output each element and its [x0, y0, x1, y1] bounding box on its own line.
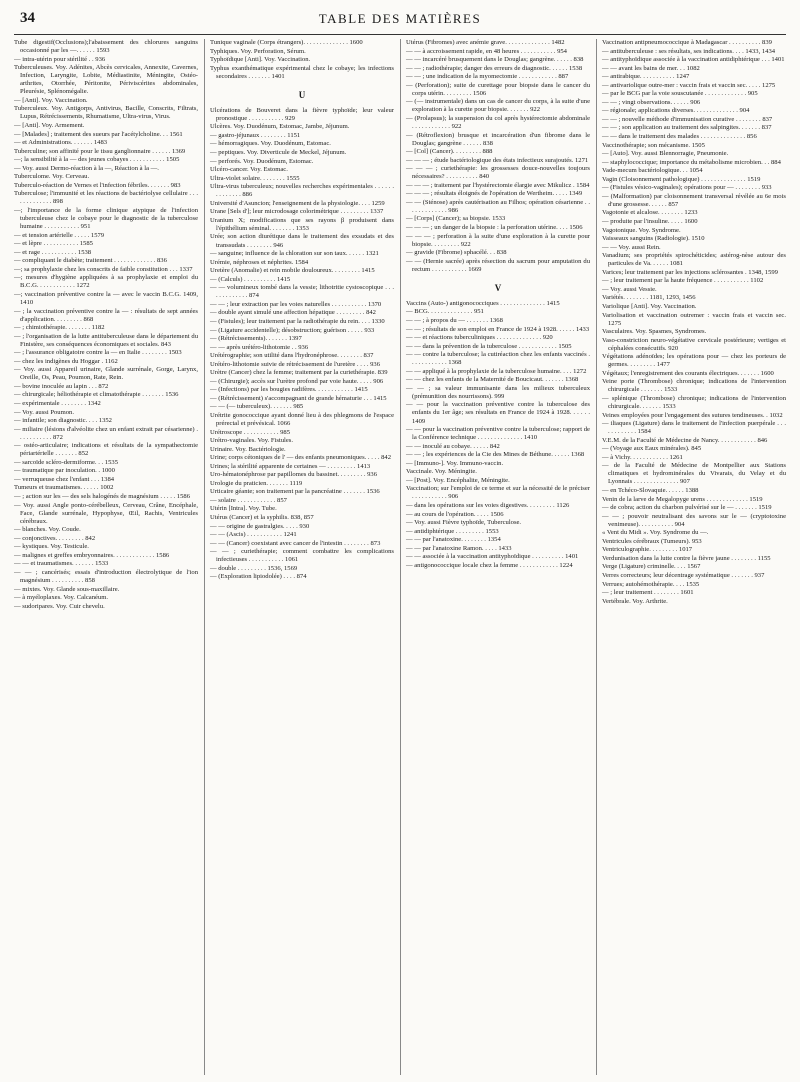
- index-entry: — — volumineux tombé dans la vessie; lithotritie cystoscopique . . . . . . . . . . . . . 874: [210, 284, 394, 300]
- index-entry: — ; leur traitement par la haute fréquence . . . . . . . . . . . 1102: [602, 277, 764, 285]
- index-entry: — (Ligature accidentelle); désobstruction; guérison . . . . . 933: [210, 326, 375, 334]
- index-entry: — — après urétéro-lithotomie . . 936: [210, 343, 309, 351]
- index-entry: Végétations adénoïdes; les opérations pour — chez les porteurs de germes. . . . . . . . . 1477: [602, 353, 786, 369]
- index-entry: Urétéro-lithotomie suivie de rétrécissement de l'uretère . . . . 936: [210, 360, 381, 368]
- index-entry: — en Tchéco-Slovaquie. . . . . . 1388: [602, 486, 699, 494]
- index-entry: — — chez les enfants de la Maternité de Boucicaut. . . . . . . 1368: [406, 376, 579, 384]
- index-entry: Université d'Asuncion; l'enseignement de la physiologie. . . . 1259: [210, 199, 385, 207]
- index-entry: Vanadium; ses propriétés spirochéticides; astérog-nèse autour des particules de Va. . . . . . 1081: [602, 252, 786, 268]
- index-entry: — antigonococcique locale chez la femme . . . . . . . . . . . . 1224: [406, 561, 573, 569]
- index-entry: — à myéloplaxes. Voy. Calcanéum.: [14, 594, 109, 602]
- index-column-3: [400, 39, 590, 1075]
- index-entry: — [Anti]. Voy. Vaccination.: [14, 96, 88, 104]
- index-entry: Varices; leur traitement par les injections sclérosantes . 1348, 1599: [602, 268, 778, 276]
- index-entry: — — origine de gastralgies. . . . . 930: [210, 522, 310, 530]
- index-entry: Variétés. . . . . . . . 1181, 1293, 1456: [602, 294, 696, 302]
- index-entry: Urétroscope . . . . . . . . . . . 985: [210, 428, 291, 436]
- index-entry: — — et réactions tuberculiniques . . . . . . . . . . . . . . 920: [406, 334, 553, 342]
- index-entry: Uro-hématonéphrose par papillomes du bassinet. . . . . . . . . 936: [210, 471, 378, 479]
- index-entry: — sarcoïde scléro-dermiforme. . . 1535: [14, 458, 118, 466]
- index-entry: — double ayant simulé une affection hépatique . . . . . . . . . 842: [210, 309, 376, 317]
- index-entry: Ventricules cérébraux (Tumeurs). 953: [602, 537, 702, 545]
- index-entry: — (Rétrécissements). . . . . . . 1397: [210, 335, 302, 343]
- index-entry: Urinaire. Voy. Bactériologie.: [210, 445, 286, 453]
- index-entry: — régionale; applications diverses. . . . . . . . . . . . . . 904: [602, 107, 750, 115]
- index-entry: — — — ; étude bactériologique des états infectieux surajoutés. 1271: [406, 156, 589, 164]
- index-entry: Verge (Ligature) criminelle. . . . 1567: [602, 563, 701, 571]
- index-entry: — [Immuno-]. Voy. Immuno-vaccin.: [406, 459, 504, 467]
- index-entry: Typhus exanthématique expérimental chez le cobaye; les infections secondaires . . . . . . . 1401: [210, 64, 394, 80]
- index-entry: —; sa prophylaxie chez les conscrits de faible constitution . . . 1337: [14, 265, 193, 273]
- index-entry: — — pour la vaccination préventive contre la tuberculose des enfants du 1er âge; ses résultats en France de 1924 à 1928. . . . . . 1409: [406, 401, 590, 425]
- index-entry: — [Anti]. Voy. Armement.: [14, 121, 85, 129]
- index-entry: — sanguine; influence de la chloration sur son taux. . . . . . 1321: [210, 250, 379, 258]
- page-header: [14, 0, 786, 35]
- index-entry: — — pour la vaccination préventive contre la tuberculose; rapport de la Conférence technique . . . . . . . . . . . . . . 1410: [406, 426, 590, 442]
- index-entry: Vagotonie et alcalose. . . . . . . . 1233: [602, 209, 698, 217]
- index-entry: — ostéo-articulaire; indications et résultats de la sympathectomie périartérielle . . . . . . . 852: [14, 442, 198, 458]
- index-entry: — conjonctives. . . . . . . . . 842: [14, 534, 96, 542]
- index-entry: Vaccinale. Voy. Méningite.: [406, 468, 477, 476]
- index-entry: — à Vichy. . . . . . . . . . . . 1261: [602, 453, 683, 461]
- index-entry: — de cobra; action du charbon pulvérisé sur le — . . . . . . . 1519: [602, 504, 772, 512]
- index-entry: — — ; vingt observations. . . . . . 906: [602, 98, 701, 106]
- index-entry: Verres correcteurs; leur décentrage systématique . . . . . . . 937: [602, 571, 765, 579]
- index-entry: Utérin [Intra]. Voy. Tube.: [210, 505, 277, 513]
- index-entry: — — par l'anatoxine Ramon. . . . . 1433: [406, 544, 512, 552]
- index-entry: Variolisation et vaccination outremer : vaccin frais et vaccin sec. 1275: [602, 311, 786, 327]
- index-entry: Vaso-constriction neuro-végétative cervicale postérieure; vertiges et céphalées consécutifs. 920: [602, 336, 786, 352]
- index-entry: « Vent du Midi ». Voy. Syndrome du —.: [602, 529, 709, 537]
- index-entry: — — (Cancer) coexistant avec cancer de l'intestin . . . . . . . . 873: [210, 539, 381, 547]
- index-entry: — miliaire (lésions d'alvéolite chez un enfant extrait par césarienne) . . . . . . . . . . . 872: [14, 425, 198, 441]
- index-entry: — — — ; résultats éloignés de l'opération de Wertheim. . . . . 1349: [406, 190, 583, 198]
- index-entry: — peptiques. Voy. Diverticule de Meckel, Jéjunum.: [210, 149, 347, 157]
- index-entry: — antituberculeuse : ses résultats, ses indications. . . . 1433, 1434: [602, 47, 776, 55]
- index-entry: Ventriculographie. . . . . . . . . 1017: [602, 546, 693, 554]
- index-entry: Urticaire géante; son traitement par la pancréatine . . . . . . . 1536: [210, 488, 380, 496]
- index-entry: — — (Hernie sacrée) après résection du sacrum pour amputation du rectum . . . . . . . . . . . 1669: [406, 257, 590, 273]
- index-entry: — antidiphtérique . . . . . . . . . 1553: [406, 527, 499, 535]
- page-number: 34: [20, 10, 35, 26]
- index-entry: Ulcérations de Bouveret dans la fièvre typhoïde; leur valeur pronostique . . . . . . . . . . . 929: [210, 106, 394, 122]
- index-entry: Ulcéro-cancer. Voy. Estomac.: [210, 166, 288, 174]
- index-entry: — [Post]. Voy. Encéphalite, Méningite.: [406, 476, 510, 484]
- index-entry: — — dans le traitement des malades . . . . . . . . . . . . . . 856: [602, 133, 757, 141]
- index-entry: — ; action sur les — des sels halogénés de magnésium . . . . . 1586: [14, 493, 190, 501]
- index-entry: — ; leur traitement . . . . . . . . 1601: [602, 589, 694, 597]
- index-entry: — mixtes. Voy. Glande sous-maxillaire.: [14, 585, 120, 593]
- index-entry: — double . . . . . . . . . 1536, 1569: [210, 564, 298, 572]
- index-entry: Vaisseaux sanguins (Radiologie). 1510: [602, 235, 705, 243]
- index-entry: Tuberculo-réaction de Vernes et l'infection fébriles. . . . . . . 983: [14, 181, 181, 189]
- index-entry: — — avant les bains de mer. . . 1082: [602, 64, 700, 72]
- index-entry: —; la sensibilité à la — des jeunes cobayes . . . . . . . . . . . 1505: [14, 156, 180, 164]
- index-entry: — — (Sténose) après cautérisation au Filhos; opération césarienne . . . . . . . . . . . . . 986: [406, 198, 590, 214]
- index-entry: — [Corps] (Cancer); sa biopsie. 1533: [406, 215, 506, 223]
- index-entry: — perforés. Voy. Duodénum, Estomac.: [210, 157, 314, 165]
- index-entry: — malignes et greffes embryonnaires. . . . . . . . . . . . . 1586: [14, 551, 170, 559]
- index-entry: — — ; son application au traitement des salpingites. . . . . . . 837: [602, 124, 772, 132]
- index-column-1: [14, 39, 198, 1075]
- index-entry: — — ; curiethérapie; comment combattre les complications infectieuses . . . . . . . . . . . 1061: [210, 548, 394, 564]
- index-entry: — (Chirurgie); accès sur l'urètre profond par voie haute. . . . . 906: [210, 377, 384, 385]
- index-entry: Tumeurs et traumatismes. . . . . . 1002: [14, 484, 114, 492]
- index-entry: — (Voyage aux Eaux minérales). 845: [602, 445, 702, 453]
- index-entry: — et rage . . . . . . . . . . . 1538: [14, 248, 92, 256]
- index-entry: — (Perforation); suite de curettage pour biopsie dans le cancer du corps utérin. . . . . . . . . 1506: [406, 81, 590, 97]
- index-entry: Vaccins (Auto-) antigonococciques . . . . . . . . . . . . . . 1415: [406, 299, 560, 307]
- index-entry: Typhiques. Voy. Perforation, Sérum.: [210, 47, 306, 55]
- index-entry: V.E.M. de la Faculté de Médecine de Nancy. . . . . . . . . . . . 846: [602, 436, 768, 444]
- index-entry: — sudoripares. Voy. Cuir chevelu.: [14, 602, 105, 610]
- index-column-2: [204, 39, 394, 1075]
- index-entry: —; mesures d'hygiène appliquées à sa prophylaxie et emploi du B.C.G. . . . . . . . . . . . 1272: [14, 274, 198, 290]
- index-entry: Urines; la stérilité apparente de certaines — . . . . . . . . . 1413: [210, 462, 371, 470]
- index-entry: — — ; cancérisés; essais d'introduction électrolytique de l'ion magnésium . . . . . . . . . . 858: [14, 568, 198, 584]
- index-entry: — expérimentale . . . . . . . . 1342: [14, 400, 101, 408]
- index-entry: — [Auto]. Voy. aussi Blennorragie, Pneumonie.: [602, 150, 729, 158]
- index-entry: Vaccinothérapie; son mécanisme. 1505: [602, 141, 705, 149]
- index-entry: — hémorragiques. Voy. Duodénum, Estomac.: [210, 140, 331, 148]
- index-entry: — — — ; un danger de la biopsie : la perforation utérine. . . . 1506: [406, 224, 583, 232]
- index-entry: — solaire . . . . . . . . . . . . 857: [210, 496, 287, 504]
- running-title: TABLE DES MATIÈRES: [318, 11, 482, 26]
- index-entry: — — ; résultats de son emploi en France de 1924 à 1928. . . . . . 1433: [406, 325, 590, 333]
- index-entry: — et Administrations. . . . . . . 1483: [14, 139, 108, 147]
- index-entry: Végétaux; l'enregistrement des courants électriques. . . . . . . 1600: [602, 369, 774, 377]
- index-entry: Typhoïdique [Anti]. Voy. Vaccination.: [210, 56, 311, 64]
- index-entry: Uranium X; modifications que ses rayons β produisent dans l'épithélium séminal. . . . . . . . 1353: [210, 216, 394, 232]
- index-entry: —; vaccination préventive contre la — avec le vaccin B.C.G. 1409, 1410: [14, 290, 198, 306]
- index-entry: — Voy. aussi Angle ponto-cérébelleux, Cerveau, Crâne, Encéphale, Face, Glande surrénale, Hypophyse, Œil, Rachis, Ventricules cérébraux.: [14, 501, 198, 525]
- index-entry: Urémie, néphroses et néphrites. 1584: [210, 258, 309, 266]
- index-entry: Vaccination; sur l'emploi de ce terme et sur la nécessité de le préciser . . . . . . . . . . . 906: [406, 485, 590, 501]
- index-entry: — de la Faculté de Médecine de Montpellier aux Stations climatiques et hydrominérales du Vivarais, du Velay et du Lyonnais . . . . . . . . . . . . . . 907: [602, 462, 786, 486]
- index-entry: — au cours de l'opération. . . . . 1506: [406, 510, 504, 518]
- index-entry: Utérus (Cancer) et la syphilis. 838, 857: [210, 514, 314, 522]
- index-entry: — par le BCG par la voie souscutanée . . . . . . . . . . . . . 905: [602, 90, 758, 98]
- index-entry: — (Fistules vésico-vaginales); opérations pour — . . . . . . . . 933: [602, 184, 772, 192]
- index-entry: Urètre (Cancer) chez la femme; traitement par la curiethérapie. 839: [210, 369, 388, 377]
- index-entry: Urologie du praticien. . . . . . . 1119: [210, 479, 303, 487]
- index-entry: Ulcères. Voy. Duodénum, Estomac, Jambe, Jéjunum.: [210, 123, 350, 131]
- section-letter: U: [298, 89, 306, 100]
- index-entry: — bovine inoculée au lapin . . . 872: [14, 382, 109, 390]
- index-entry: — gastro-jéjunaux . . . . . . . . 1151: [210, 131, 301, 139]
- index-entry: — antivariolique outre-mer : vaccin frais et vaccin sec. . . . . 1275: [602, 81, 776, 89]
- index-entry: Tube digestif(Occlusions);l'abaissement des chlorures sanguins occasionné par les —. . . . . . 1593: [14, 39, 198, 55]
- index-entry: — dans les opérations sur les voies digestives. . . . . . . . . 1126: [406, 501, 570, 509]
- index-entry: — Voy. aussi Poumon.: [14, 408, 74, 416]
- index-entry: — — ; leur extraction par les voies naturelles . . . . . . . . . . . 1370: [210, 300, 382, 308]
- index-entry: — chez les indigènes du Hoggar . 1162: [14, 357, 118, 365]
- index-entry: Variolique [Anti]. Voy. Vaccination.: [602, 302, 697, 310]
- index-entry: — splénique (Thrombose) chronique; indications de l'intervention chirurgicale. . . . . . . 1533: [602, 394, 786, 411]
- index-entry: Urine; corps cétoniques de l' — des enfants pneumoniques. . . . . 842: [210, 454, 392, 462]
- index-entry: Veine porte (Thrombose) chronique; indications de l'intervention chirurgicale . . . . . . . 1533: [602, 378, 786, 394]
- index-entry: — verruqueuse chez l'enfant . . . 1384: [14, 475, 115, 483]
- index-entry: — Voy. aussi Vessie.: [602, 285, 657, 293]
- index-entry: — Voy. aussi Fièvre typhoïde, Tuberculose.: [406, 519, 522, 527]
- index-entry: — blanches. Voy. Coude.: [14, 526, 81, 534]
- index-entry: — — ; une indication de la myomectomie . . . . . . . . . . . . 887: [406, 73, 569, 81]
- index-entry: — — (Ascis) . . . . . . . . . . . 1241: [210, 531, 297, 539]
- index-entry: — — ; les expériences de la Cie des Mines de Béthune. . . . . . 1368: [406, 451, 585, 459]
- index-entry: Vade-mecum bactériologique. . . 1054: [602, 167, 703, 175]
- index-entry: — [Malades] ; traitement des sueurs par l'acétylcholine. . . 1561: [14, 130, 183, 138]
- index-entry: — (— instrumentale) dans un cas de cancer du corps, à la suite d'une exploration à la curette pour biopsie. . . . . . . 922: [406, 98, 590, 114]
- index-entry: Vagotonique. Voy. Syndrome.: [602, 226, 681, 234]
- index-entry: — Voy. aussi Dermo-réaction à la —, Réaction à la —.: [14, 164, 159, 172]
- index-entry: — infantile; son diagnostic. . . . 1352: [14, 417, 112, 425]
- index-entry: Vagin (Cloisonnement pathologique) . . . . . . . . . . . . . . 1519: [602, 175, 761, 183]
- index-entry: — intra-utérin pour stérilité . . 936: [14, 55, 106, 63]
- index-entry: — — à accroissement rapide, en 48 heures . . . . . . . . . . . 954: [406, 47, 567, 55]
- index-entry: Verdunisation dans la lutte contre la fièvre jaune . . . . . . . . 1155: [602, 554, 771, 562]
- index-entry: — — — ; curiethérapie: les grossesses douce-nouvelles toujours nécessaires? . . . . . . . . . . 840: [406, 165, 590, 181]
- index-entry: Utérus (Fibromes) avec anémie grave. . . . . . . . . . . . . . 1482: [406, 39, 565, 46]
- index-entry: — kystiques. Voy. Testicule.: [14, 543, 89, 551]
- index-entry: — (Rétroflexion) brusque et incarcération d'un fibrome dans le Douglas; gangrène . . . . . . 838: [406, 131, 590, 147]
- index-entry: Vasculaires. Voy. Spasmes, Syndromes.: [602, 328, 707, 336]
- index-entry: — — — ; perforation à la suite d'une exploration à la curette pour biopsie. . . . . . . . . 922: [406, 232, 590, 248]
- index-entry: Ultra-virus tuberculeux; nouvelles recherches expérimentales . . . . . . . . . . . . . . 886: [210, 183, 394, 199]
- index-entry: —; l'importance de la forme clinique atypique de l'infection tuberculeuse chez le cobaye pour le diagnostic de la tuberculose humaine . . . . . . . . . . . 951: [14, 206, 198, 231]
- index-entry: — staphylococcique; importance du métabolisme microbien. . . 884: [602, 158, 781, 166]
- index-entry: Uretère (Anomalie) et rein mobile douloureux. . . . . . . . . 1415: [210, 267, 375, 275]
- index-entry: — (Fistules); leur traitement par la radiothérapie du rein. . . . 1330: [210, 317, 385, 325]
- index-entry: Tuberculose; l'immunité et les réactions de bactériolyse cellulaire . . . . . . . . . . . . . 898: [14, 190, 198, 206]
- index-entry: Urétrite gonococcique ayant donné lieu à des phlegmons de l'espace prérectal et prévésical. 1066: [210, 411, 394, 428]
- index-entry: Veines employées pour l'engagement des sutures tendineuses. . 1032: [602, 411, 783, 419]
- index-entry: Urétérographie; son utilité dans l'hydronéphrose. . . . . . . . 837: [210, 352, 374, 360]
- index-entry: Tuberculeuses. Voy. Adénites, Abcès cervicales, Annexite, Cavernes, Infection, Laryngite, Lobite, Médiastinite, Méningite, Ostéo-arthrites, Otorrhée, Péritonite, Périviscérites abdominales, Pleurésie, Splénomégalie.: [14, 64, 198, 96]
- index-entry: — compliquant le diabète; traitement . . . . . . . . . . . . . 836: [14, 257, 167, 265]
- section-letter: V: [494, 282, 502, 293]
- index-entry: — — ; à propos du — . . . . . . . 1368: [406, 316, 503, 324]
- index-entry: Tuberculeux. Voy. Antigorps, Antivirus, Bacille, Conscrits, Filtrats, Lupus, Rétrécissements, Rhumatisme, Ultra-virus, Virus.: [14, 105, 198, 121]
- index-entry: — — appliqué à la prophylaxie de la tuberculose humaine. . . . 1272: [406, 367, 587, 375]
- index-columns: [14, 39, 786, 1075]
- index-entry: — traumatique par inoculation. . 1000: [14, 467, 115, 475]
- index-entry: — (Exploration lipiodolée) . . . . 874: [210, 573, 307, 581]
- index-entry: — chirurgicale; héliothérapie et climatothérapie . . . . . . . 1536: [14, 391, 179, 399]
- index-entry: — (Infections) par les bougies radifères. . . . . . . . . . . . 1415: [210, 386, 368, 394]
- index-entry: Urane [Sels d']; leur microdosage colorimétrique . . . . . . . . . 1337: [210, 208, 384, 216]
- index-entry: Urée; son action diurétique dans le traitement des exsudats et des transsudats . . . . . . . . 946: [210, 233, 394, 249]
- index-entry: — — incarcéré brusquement dans le Douglas; gangrène. . . . . . 838: [406, 56, 584, 64]
- index-entry: — — inoculé au cobaye. . . . . . 842: [406, 442, 500, 450]
- index-entry: Tuberculine; son affinité pour le tissu ganglionnaire . . . . . . 1369: [14, 147, 186, 155]
- index-entry: — — ; nouvelle méthode d'immunisation curative . . . . . . . . 837: [602, 115, 773, 123]
- index-entry: — ; la vaccination préventive contre la — : résultats de sept années d'application. . . . . . . . . 868: [14, 307, 198, 323]
- index-entry: — et lèpre . . . . . . . . . . . 1585: [14, 240, 93, 248]
- index-entry: Tuberculome. Voy. Cerveau.: [14, 173, 90, 181]
- index-entry: — (Calculs) . . . . . . . . . . 1415: [210, 275, 291, 283]
- index-entry: — antirabique. . . . . . . . . . . 1247: [602, 73, 690, 81]
- index-entry: Venin de la larve de Megalopyge urens . . . . . . . . . . . . . 1519: [602, 495, 763, 503]
- index-entry: Vaccination antipneumococcique à Madagascar . . . . . . . . . . 839: [602, 39, 772, 46]
- index-entry: — gravide (Fibrome) sphacélé. . . 838: [406, 249, 507, 257]
- index-entry: Tunique vaginale (Corps étrangers). . . . . . . . . . . . . . 1600: [210, 39, 363, 46]
- index-entry: Ultra-violet solaire. . . . . . . . 1555: [210, 174, 300, 182]
- index-entry: Verrues; autohémothérapie. . . . 1535: [602, 580, 700, 588]
- index-entry: — BCG. . . . . . . . . . . . . . 951: [406, 308, 484, 316]
- index-entry: — [Col] (Cancer). . . . . . . . . 888: [406, 148, 493, 156]
- index-entry: — — — ; traitement par l'hystérectomie élargie avec Mikulicz . 1584: [406, 181, 590, 189]
- index-entry: — ; chimiothérapie. . . . . . . . 1182: [14, 324, 105, 332]
- index-entry: — (Rétrécissement) s'accompagnant de grande hématurie . . . 1415: [210, 394, 387, 402]
- index-entry: — — par l'anatoxine. . . . . . . . 1354: [406, 536, 501, 544]
- index-entry: — — ; sa valeur immunisante dans les milieux tuberculeux (prémunition des nourrissons). 999: [406, 384, 590, 400]
- index-entry: — — ; pouvoir neutralisant des savons sur le — (cryptotoxine venimeuse). . . . . . . . . . . 904: [602, 512, 786, 528]
- index-entry: — iliaques (Ligature) dans le traitement de l'infection puerpérale . . . . . . . . . . . . 1584: [602, 420, 786, 436]
- index-entry: — — ; radiothérapie; danger des erreurs de diagnostic. . . . . . 1538: [406, 64, 583, 72]
- index-column-4: [596, 39, 786, 1075]
- index-entry: — Voy. aussi Appareil urinaire, Glande surrénale, Gorge, Larynx, Oreille, Os, Peau, Poumon, Rate, Rein.: [14, 366, 198, 382]
- index-entry: Urétro-vaginales. Voy. Fistules.: [210, 437, 294, 445]
- index-entry: — et tension artérielle . . . . . 1579: [14, 231, 105, 239]
- index-entry: — produite par l'insuline. . . . . 1600: [602, 217, 698, 225]
- index-entry: — antityphoïdique associée à la vaccination antidiphtérique . . . 1401: [602, 56, 785, 64]
- index-entry: — ; l'assurance obligatoire contre la — en Italie . . . . . . . . 1503: [14, 349, 182, 357]
- index-entry: — — et traumatismes. . . . . . . 1533: [14, 560, 109, 568]
- index-entry: Vertébrale. Voy. Arthrite.: [602, 597, 668, 605]
- index-entry: — — (— tuberculeux). . . . . . . 985: [210, 403, 304, 411]
- index-entry: — — dans la prévention de la tuberculose . . . . . . . . . . . . 1505: [406, 342, 572, 350]
- index-entry: — (Malformation) par cloisonnement transversal révélée au 6e mois d'une grossesse. . . . . . 857: [602, 192, 786, 208]
- index-entry: — (Prolapsus); la suspension du col après hystérectomie abdominale . . . . . . . . . . . . 922: [406, 114, 590, 130]
- index-entry: — — contre la tuberculose; la cutiréaction chez les enfants vaccinés . . . . . . . . . . . . 1368: [406, 351, 590, 367]
- index-entry: — — Voy. aussi Rein.: [602, 243, 661, 251]
- index-entry: — ; l'organisation de la lutte antituberculeuse dans le département du Finistère, ses conséquences économiques et sociales. 843: [14, 332, 198, 348]
- index-entry: — — associée à la vaccination antityphoïdique . . . . . . . . . . 1401: [406, 553, 579, 561]
